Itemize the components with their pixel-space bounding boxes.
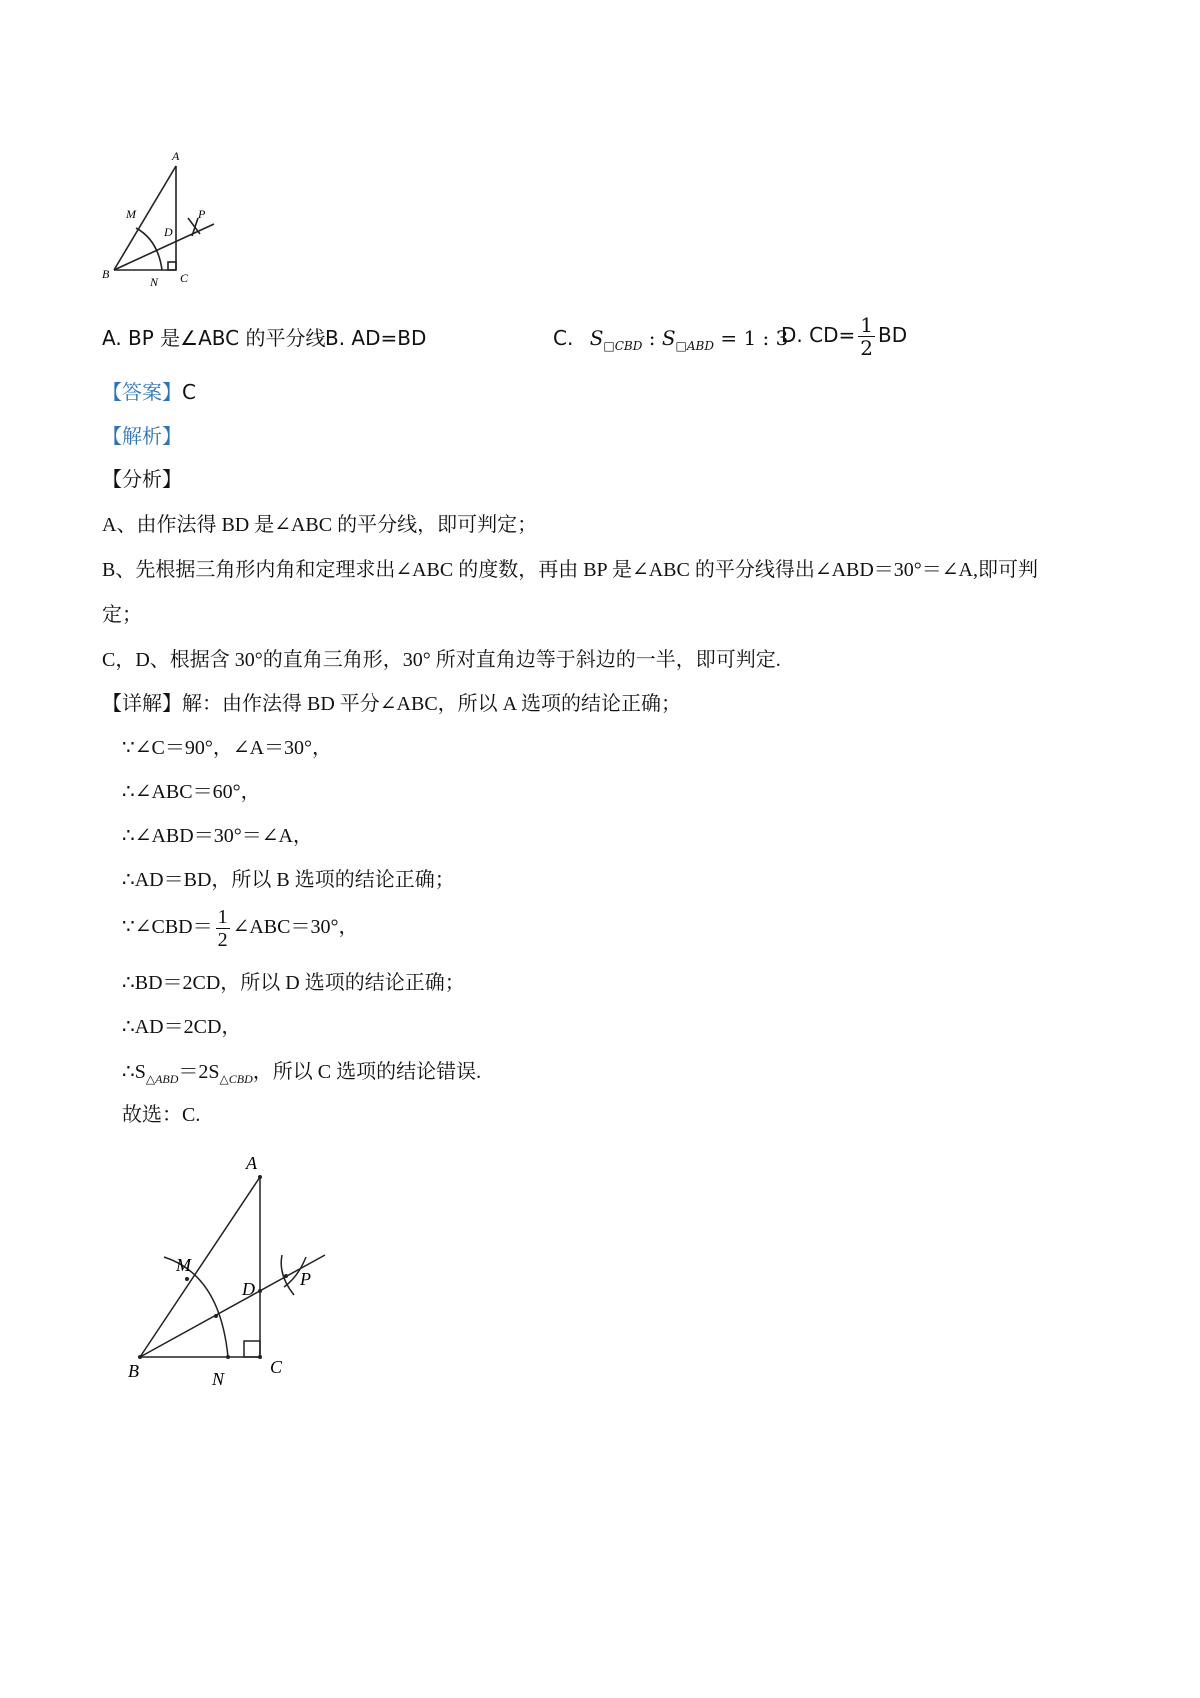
detail-l1: 【详解】解：由作法得 BD 平分∠ABC，所以 A 选项的结论正确； <box>102 693 682 715</box>
fraction: $\frac{1}{2}$ <box>217 906 228 951</box>
option-b: B. AD=BD <box>325 326 427 350</box>
large-label-B: B <box>128 1361 139 1381</box>
detail-l3: ∴∠ABC＝60°， <box>122 781 261 803</box>
detail-l2: ∵∠C＝90°，∠A＝30°， <box>122 737 333 759</box>
large-label-D: D <box>242 1279 255 1299</box>
large-label-C: C <box>270 1357 283 1377</box>
small-label-D: D <box>164 225 173 239</box>
analysis-heading: 【解析】 <box>102 424 182 448</box>
large-label-A: A <box>246 1153 257 1173</box>
detail-l10: 故选：C. <box>122 1104 201 1126</box>
fenxi-a: A、由作法得 BD 是∠ABC 的平分线，即可判定； <box>102 514 538 536</box>
large-label-P: P <box>300 1269 311 1289</box>
fenxi-b2: 定； <box>102 604 142 626</box>
small-label-P: P <box>198 207 206 221</box>
fenxi-cd: C，D、根据含 30°的直角三角形，30° 所对直角边等于斜边的一半，即可判定. <box>102 649 781 671</box>
detail-l8: ∴AD＝2CD， <box>122 1016 242 1038</box>
detail-l7: ∴BD＝2CD，所以 D 选项的结论正确； <box>122 972 465 994</box>
small-label-A: A <box>172 149 180 163</box>
large-triangle-figure <box>120 1145 340 1395</box>
large-label-M: M <box>176 1255 191 1275</box>
fraction: $\frac{1}{2}$ <box>860 313 873 360</box>
detail-l4: ∴∠ABD＝30°＝∠A， <box>122 825 313 847</box>
fenxi-heading: 【分析】 <box>102 469 182 491</box>
option-a: A. BP 是∠ABC 的平分线 <box>102 326 326 350</box>
small-label-C: C <box>180 271 189 285</box>
answer-line: 【答案】C <box>102 380 196 404</box>
detail-l6: ∵∠CBD＝ $\frac{1}{2}$ ∠ABC＝30°， <box>122 906 359 951</box>
small-label-M: M <box>126 207 136 221</box>
option-c: C. $S_{□CBD}$ : $S_{□ABD} = 1$ : 3 <box>553 326 789 353</box>
detail-l9: $\therefore S_{\triangle ABD}=2S_{\triangle CBD}$，所以 C 选项的结论错误. <box>122 1061 482 1086</box>
option-d: D. CD= $\frac{1}{2}$ BD <box>781 313 908 360</box>
detail-l5: ∴AD＝BD，所以 B 选项的结论正确； <box>122 869 455 891</box>
large-label-N: N <box>212 1369 225 1389</box>
small-label-N: N <box>150 275 159 289</box>
small-label-B: B <box>102 267 110 281</box>
small-triangle-figure <box>100 148 230 293</box>
fenxi-b1: B、先根据三角形内角和定理求出∠ABC 的度数，再由 BP 是∠ABC 的平分线得出∠ABD＝30°＝∠A,即可判 <box>102 559 1039 581</box>
